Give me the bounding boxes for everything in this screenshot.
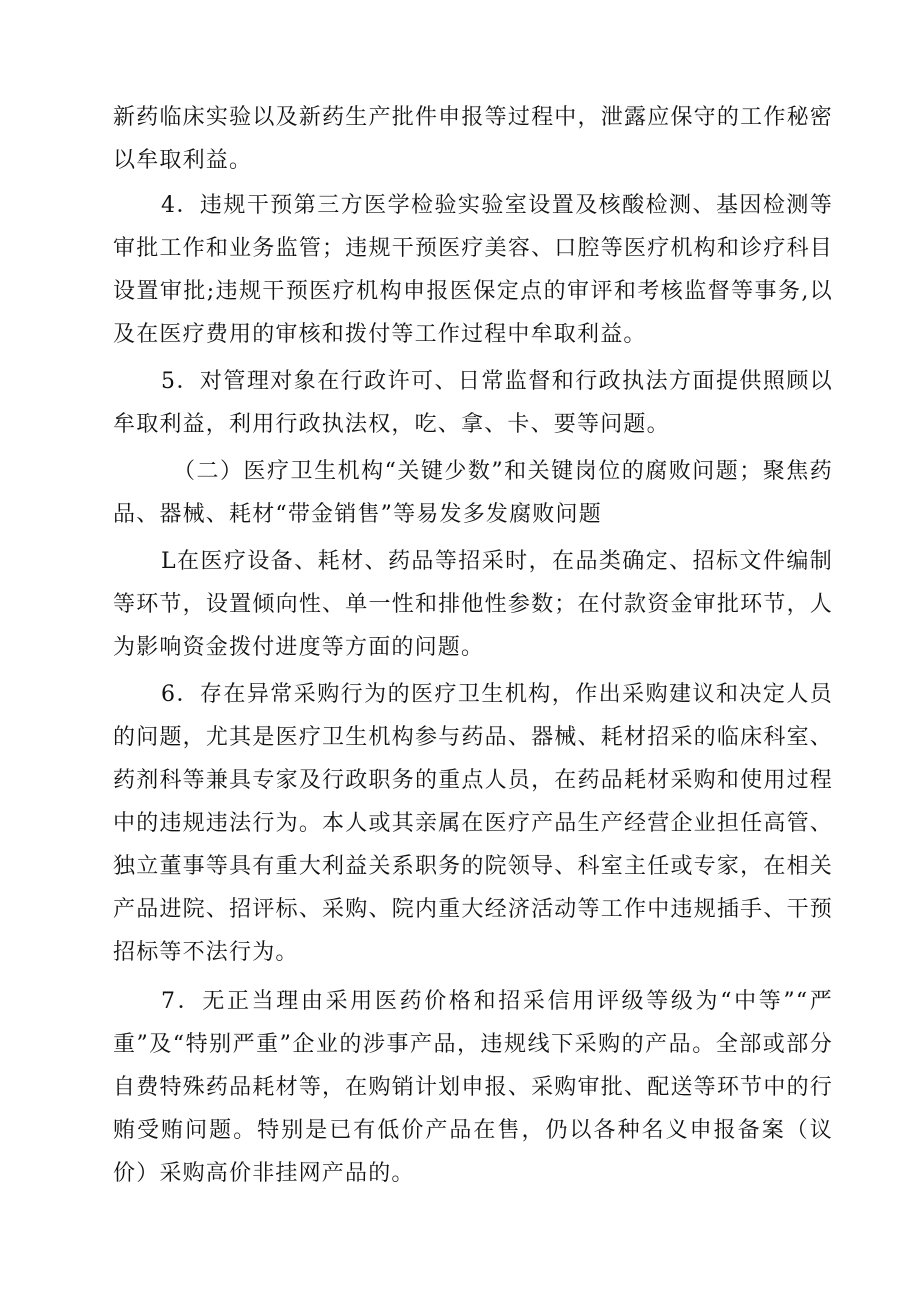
- paragraph-item-7: 7．无正当理由采用医药价格和招采信用评级等级为“中等”“严重”及“特别严重”企业的涉事产品，违规线下采购的产品。全部或部分自费特殊药品耗材等，在购销计划申报、采购审批、配送等环节中的行贿受贿问题。特别是已有低价产品在售，仍以各种名义申报备案（议价）采购高价非挂网产品的。: [113, 989, 833, 1186]
- document-body: [113, 96, 833, 1195]
- paragraph-item-1: L在医疗设备、耗材、药品等招采时，在品类确定、招标文件编制等环节，设置倾向性、单一性和排他性参数；在付款资金审批环节，人为影响资金拨付进度等方面的问题。: [113, 549, 833, 660]
- paragraph-item-6: 6．存在异常采购行为的医疗卫生机构，作出采购建议和决定人员的问题，尤其是医疗卫生机构参与药品、器械、耗材招采的临床科室、药剂科等兼具专家及行政职务的重点人员，在药品耗材采购和使用过程中的违规违法行为。本人或其亲属在医疗产品生产经营企业担任高管、独立董事等具有重大利益关系职务的院领导、科室主任或专家，在相关产品进院、招评标、采购、院内重大经济活动等工作中违规插手、干预招标等不法行为。: [113, 682, 833, 965]
- paragraph-item-5: 5．对管理对象在行政许可、日常监督和行政执法方面提供照顾以牟取利益，利用行政执法权，吃、拿、卡、要等问题。: [113, 369, 833, 437]
- section-heading-2: （二）医疗卫生机构“关键少数”和关键岗位的腐败问题；聚焦药品、器械、耗材“带金销售”等易发多发腐败问题: [113, 459, 833, 527]
- paragraph-continuation: 新药临床实验以及新药生产批件申报等过程中，泄露应保守的工作秘密以牟取利益。: [113, 105, 833, 173]
- paragraph-item-4: 4．违规干预第三方医学检验实验室设置及核酸检测、基因检测等审批工作和业务监管；违规干预医疗美容、口腔等医疗机构和诊疗科目设置审批;违规干预医疗机构申报医保定点的审评和考核监督等事务,以及在医疗费用的审核和拨付等工作过程中牟取利益。: [113, 193, 833, 347]
